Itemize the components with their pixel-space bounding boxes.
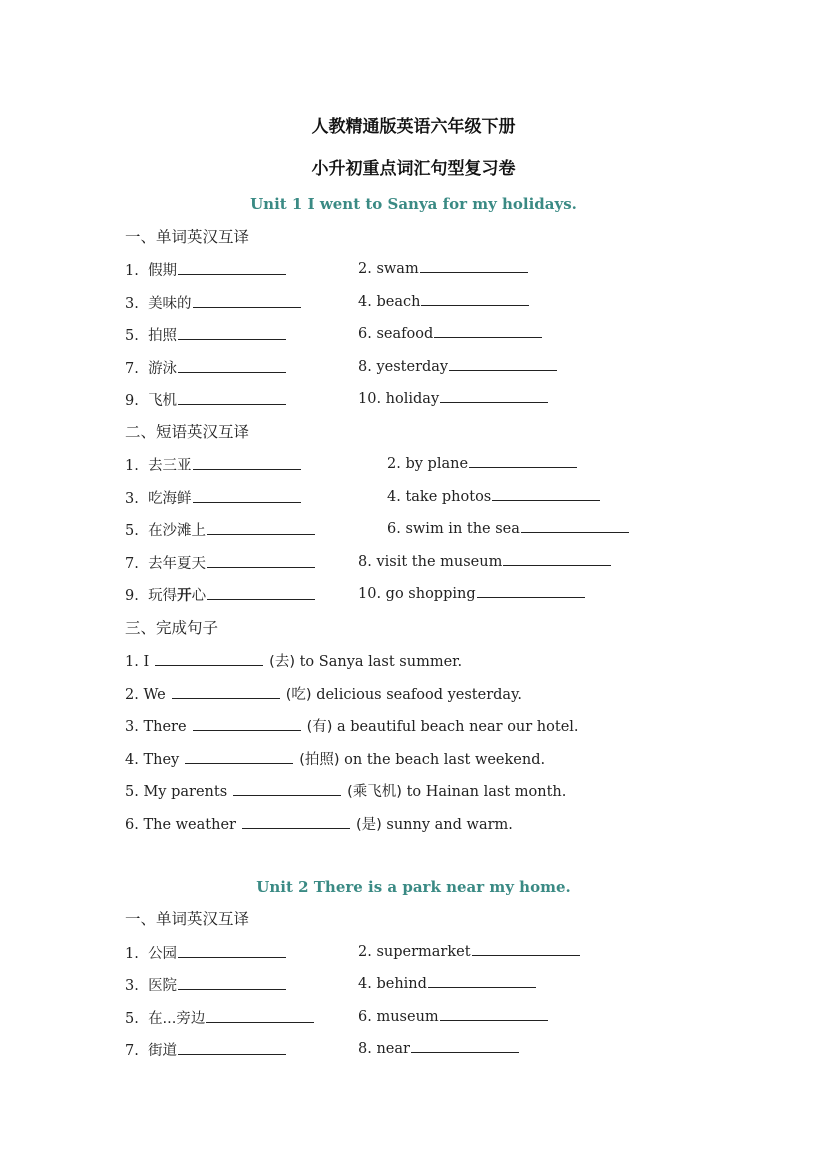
- unit1-section3-title: 三、完成句子: [125, 619, 219, 637]
- u1-s1-item-4: 4. beach: [358, 292, 529, 310]
- u2-s1-item-2: 2. supermarket: [358, 942, 580, 960]
- answer-blank[interactable]: [155, 652, 263, 666]
- u1-s2-item-4: 4. take photos: [387, 487, 600, 505]
- u2-s1-item-3: 3. 医院: [125, 974, 286, 995]
- answer-blank[interactable]: [172, 685, 280, 699]
- u1-sentence-1: 1. I (去) to Sanya last summer.: [125, 654, 463, 670]
- u1-s1-item-1: 1. 假期: [125, 259, 286, 280]
- answer-blank[interactable]: [207, 521, 315, 535]
- unit1-section1-title: 一、单词英汉互译: [125, 228, 250, 246]
- u1-s1-item-2: 2. swam: [358, 259, 528, 277]
- answer-blank[interactable]: [193, 456, 301, 470]
- u1-s1-item-3: 3. 美味的: [125, 292, 301, 313]
- answer-blank[interactable]: [178, 391, 286, 405]
- doc-title-line1: 人教精通版英语六年级下册: [311, 117, 516, 137]
- u2-s1-item-8: 8. near: [358, 1039, 519, 1057]
- u1-s1-item-10: 10. holiday: [358, 389, 548, 407]
- u1-s1-item-7: 7. 游泳: [125, 357, 286, 378]
- u2-s1-item-4: 4. behind: [358, 974, 536, 992]
- u1-s2-item-10: 10. go shopping: [358, 584, 585, 602]
- answer-blank[interactable]: [185, 750, 293, 764]
- u1-s2-item-5: 5. 在沙滩上: [125, 519, 315, 540]
- answer-blank[interactable]: [434, 324, 542, 338]
- u2-s1-item-5: 5. 在...旁边: [125, 1007, 314, 1028]
- answer-blank[interactable]: [242, 815, 350, 829]
- unit1-heading: Unit 1 I went to Sanya for my holidays.: [250, 195, 577, 213]
- doc-title-line2: 小升初重点词汇句型复习卷: [311, 159, 516, 179]
- u2-s1-item-6: 6. museum: [358, 1007, 548, 1025]
- answer-blank[interactable]: [503, 552, 611, 566]
- u1-s2-item-1: 1. 去三亚: [125, 454, 301, 475]
- unit1-section2-title: 二、短语英汉互译: [125, 423, 250, 441]
- answer-blank[interactable]: [178, 1041, 286, 1055]
- u2-s1-item-1: 1. 公园: [125, 942, 286, 963]
- answer-blank[interactable]: [421, 292, 529, 306]
- answer-blank[interactable]: [420, 259, 528, 273]
- u1-s2-item-7: 7. 去年夏天: [125, 552, 315, 573]
- answer-blank[interactable]: [178, 944, 286, 958]
- u1-s2-item-2: 2. by plane: [387, 454, 577, 472]
- answer-blank[interactable]: [206, 1009, 314, 1023]
- answer-blank[interactable]: [440, 389, 548, 403]
- answer-blank[interactable]: [411, 1039, 519, 1053]
- answer-blank[interactable]: [207, 554, 315, 568]
- u2-s1-item-7: 7. 街道: [125, 1039, 286, 1060]
- answer-blank[interactable]: [521, 519, 629, 533]
- u1-s1-item-5: 5. 拍照: [125, 324, 286, 345]
- u1-s1-item-6: 6. seafood: [358, 324, 542, 342]
- answer-blank[interactable]: [440, 1007, 548, 1021]
- u1-sentence-6: 6. The weather (是) sunny and warm.: [125, 817, 513, 833]
- unit2-heading: Unit 2 There is a park near my home.: [256, 878, 571, 896]
- u1-sentence-2: 2. We (吃) delicious seafood yesterday.: [125, 687, 522, 703]
- answer-blank[interactable]: [207, 586, 315, 600]
- u1-s1-item-8: 8. yesterday: [358, 357, 557, 375]
- answer-blank[interactable]: [472, 942, 580, 956]
- answer-blank[interactable]: [178, 261, 286, 275]
- u1-s2-item-8: 8. visit the museum: [358, 552, 611, 570]
- answer-blank[interactable]: [178, 976, 286, 990]
- u1-s2-item-6: 6. swim in the sea: [387, 519, 629, 537]
- answer-blank[interactable]: [449, 357, 557, 371]
- unit2-section1-title: 一、单词英汉互译: [125, 910, 250, 928]
- u1-sentence-5: 5. My parents (乘飞机) to Hainan last month.: [125, 784, 567, 800]
- u1-sentence-3: 3. There (有) a beautiful beach near our hotel.: [125, 719, 579, 735]
- answer-blank[interactable]: [233, 782, 341, 796]
- answer-blank[interactable]: [193, 294, 301, 308]
- answer-blank[interactable]: [428, 974, 536, 988]
- answer-blank[interactable]: [193, 489, 301, 503]
- u1-s1-item-9: 9. 飞机: [125, 389, 286, 410]
- answer-blank[interactable]: [492, 487, 600, 501]
- answer-blank[interactable]: [469, 454, 577, 468]
- answer-blank[interactable]: [178, 359, 286, 373]
- answer-blank[interactable]: [477, 584, 585, 598]
- u1-sentence-4: 4. They (拍照) on the beach last weekend.: [125, 752, 546, 768]
- answer-blank[interactable]: [178, 326, 286, 340]
- answer-blank[interactable]: [193, 717, 301, 731]
- u1-s2-item-9: 9. 玩得开心: [125, 584, 315, 605]
- u1-s2-item-3: 3. 吃海鲜: [125, 487, 301, 508]
